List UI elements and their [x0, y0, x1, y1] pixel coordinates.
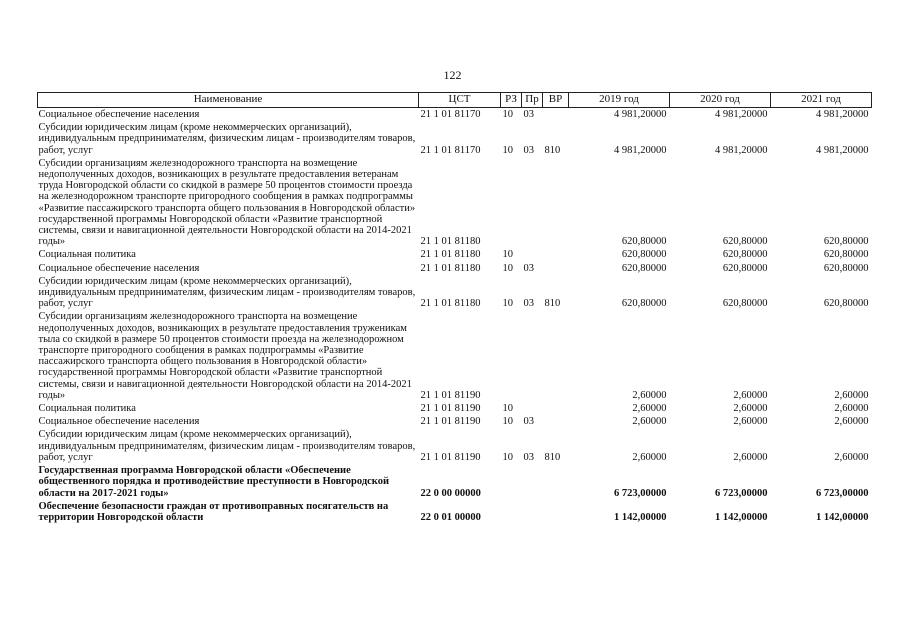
- cell-2020: 2,60000: [733, 389, 768, 401]
- cell-2020: 620,80000: [722, 262, 768, 274]
- cell-vr: 810: [544, 144, 561, 156]
- cell-rz: 10: [502, 144, 513, 156]
- cell-2019: 620,80000: [621, 236, 667, 248]
- cell-2021: 2,60000: [834, 389, 869, 401]
- cell-2020: 4 981,20000: [715, 144, 768, 156]
- column-header-name: Наименование: [38, 93, 419, 108]
- cell-cst: 21 1 01 81180: [420, 262, 481, 274]
- cell-name: Субсидии юридическим лицам (кроме некоммерческих организаций), индивидуальным предпринимателям, физическим лицам - производителям товаров, работ, услуг: [38, 429, 416, 463]
- cell-vr: [543, 108, 569, 122]
- cell-name: Социальная политика: [38, 249, 136, 261]
- cell-rz: 10: [502, 451, 513, 463]
- cell-name: Субсидии юридическим лицам (кроме некоммерческих организаций), индивидуальным предпринимателям, физическим лицам - производителям товаров, работ, услуг: [38, 122, 416, 156]
- cell-rz: 10: [502, 416, 513, 428]
- cell-rz: [501, 157, 522, 249]
- cell-name: Социальное обеспечение населения: [38, 416, 200, 428]
- cell-2019: 2,60000: [632, 451, 667, 463]
- cell-vr: [543, 464, 569, 500]
- cell-rz: 10: [502, 262, 513, 274]
- cell-pr: 03: [523, 144, 534, 156]
- table-row: [38, 248, 872, 261]
- column-header-rz: РЗ: [501, 93, 522, 108]
- table-row: [38, 262, 872, 275]
- cell-rz: 10: [502, 403, 513, 415]
- table-header-row: [38, 93, 872, 108]
- cell-cst: 21 1 01 81190: [420, 416, 481, 428]
- table-row: [38, 108, 872, 122]
- column-header-2020: 2020 год: [670, 93, 771, 108]
- cell-2020: 2,60000: [733, 416, 768, 428]
- cell-rz: 10: [502, 109, 513, 120]
- cell-pr: 03: [523, 451, 534, 463]
- cell-pr: [522, 500, 543, 524]
- cell-2019: 2,60000: [632, 416, 667, 428]
- cell-2019: 4 981,20000: [614, 144, 667, 156]
- cell-2020: 620,80000: [722, 249, 768, 261]
- cell-pr: [522, 402, 543, 415]
- column-header-cst: ЦСТ: [419, 93, 501, 108]
- cell-2021: 4 981,20000: [816, 144, 869, 156]
- cell-2020: 1 142,00000: [715, 511, 768, 523]
- cell-pr: 03: [523, 109, 534, 120]
- cell-2019: 620,80000: [621, 298, 667, 310]
- column-header-2021: 2021 год: [771, 93, 872, 108]
- cell-pr: [522, 310, 543, 402]
- cell-cst: 21 1 01 81180: [420, 236, 481, 248]
- cell-name: Субсидии юридическим лицам (кроме некоммерческих организаций), индивидуальным предпринимателям, физическим лицам - производителям товаров, работ, услуг: [38, 275, 416, 310]
- cell-rz: 10: [502, 249, 513, 261]
- cell-name: Социальное обеспечение населения: [38, 109, 200, 120]
- cell-pr: [522, 248, 543, 261]
- cell-cst: 21 1 01 81190: [420, 389, 481, 401]
- cell-name: Субсидии организациям железнодорожного транспорта на возмещение недополученных доходов, возникающих в результате предоставления труженикам тыла со скидкой в размере 50 процентов стоимости проезда на железнодорожном транспорте пригородного сообщения в рамках подпрограммы «Развитие пассажирского транспорта общего пользования в Новгородской области» государственной программы Новгородской области «Развитие транспортной системы, связи и навигационной деятельности Новгородской области на 2014-2021 годы»: [38, 311, 412, 401]
- cell-2021: 2,60000: [834, 451, 869, 463]
- cell-2021: 6 723,00000: [816, 487, 869, 499]
- table-row: [38, 415, 872, 428]
- cell-vr: [543, 415, 569, 428]
- cell-name: Субсидии организациям железнодорожного транспорта на возмещение недополученных доходов, возникающих в результате предоставления ветеранам труда Новгородской области со скидкой в размере 50 процентов стоимости проезда на железнодорожном транспорте пригородного сообщения в рамках подпрограммы «Развитие пассажирского транспорта общего пользования в Новгородской области» государственной программы Новгородской области «Развитие транспортной системы, связи и навигационной деятельности Новгородской области на 2014-2021 годы»: [38, 157, 416, 248]
- cell-2021: 620,80000: [823, 249, 869, 261]
- cell-2021: 1 142,00000: [816, 511, 869, 523]
- cell-vr: [543, 500, 569, 524]
- cell-name: Социальное обеспечение населения: [38, 262, 200, 274]
- cell-2020: 6 723,00000: [715, 487, 768, 499]
- cell-cst: 21 1 01 81190: [420, 451, 481, 463]
- cell-vr: [543, 157, 569, 249]
- cell-rz: 10: [502, 298, 513, 310]
- table-row: [38, 428, 872, 464]
- cell-rz: [501, 464, 522, 500]
- cell-cst: 21 1 01 81170: [420, 144, 481, 156]
- cell-2020: 620,80000: [722, 236, 768, 248]
- budget-table: [37, 92, 872, 524]
- cell-name: Обеспечение безопасности граждан от противоправных посягательств на территории Новгородской области: [38, 500, 389, 523]
- cell-2020: 620,80000: [722, 298, 768, 310]
- cell-vr: [543, 402, 569, 415]
- cell-cst: 21 1 01 81190: [420, 403, 481, 415]
- cell-rz: [501, 310, 522, 402]
- cell-2021: 2,60000: [834, 416, 869, 428]
- table-row: [38, 275, 872, 311]
- cell-name: Государственная программа Новгородской области «Обеспечение общественного порядка и противодействие преступности в Новгородской области на 2017-2021 годы»: [38, 465, 390, 499]
- table-row: [38, 402, 872, 415]
- cell-pr: [522, 464, 543, 500]
- cell-2020: 4 981,20000: [715, 109, 768, 120]
- table-row: [38, 500, 872, 524]
- cell-2019: 6 723,00000: [614, 487, 667, 499]
- column-header-2019: 2019 год: [569, 93, 670, 108]
- table-row: [38, 121, 872, 157]
- cell-vr: [543, 262, 569, 275]
- cell-vr: [543, 248, 569, 261]
- cell-2021: 620,80000: [823, 298, 869, 310]
- table-row: [38, 310, 872, 402]
- cell-rz: [501, 500, 522, 524]
- cell-2019: 2,60000: [632, 403, 667, 415]
- page-number: 122: [443, 68, 462, 82]
- cell-pr: 03: [523, 416, 534, 428]
- cell-2020: 2,60000: [733, 451, 768, 463]
- cell-cst: 21 1 01 81180: [420, 298, 481, 310]
- cell-2021: 2,60000: [834, 403, 869, 415]
- cell-pr: 03: [523, 298, 534, 310]
- cell-2021: 620,80000: [823, 262, 869, 274]
- cell-2021: 4 981,20000: [816, 109, 869, 120]
- cell-2019: 1 142,00000: [614, 511, 667, 523]
- table-row: [38, 157, 872, 249]
- cell-pr: 03: [523, 262, 534, 274]
- cell-vr: 810: [544, 298, 561, 310]
- cell-2019: 620,80000: [621, 249, 667, 261]
- cell-vr: [543, 310, 569, 402]
- cell-cst: 22 0 00 00000: [420, 487, 481, 499]
- column-header-pr: Пр: [522, 93, 543, 108]
- cell-vr: 810: [544, 451, 561, 463]
- cell-cst: 21 1 01 81170: [420, 109, 481, 120]
- cell-name: Социальная политика: [38, 403, 136, 415]
- cell-2020: 2,60000: [733, 403, 768, 415]
- cell-2019: 2,60000: [632, 389, 667, 401]
- table-row: [38, 464, 872, 500]
- column-header-vr: ВР: [543, 93, 569, 108]
- cell-cst: 21 1 01 81180: [420, 249, 481, 261]
- cell-2019: 620,80000: [621, 262, 667, 274]
- cell-pr: [522, 157, 543, 249]
- cell-2021: 620,80000: [823, 236, 869, 248]
- cell-2019: 4 981,20000: [614, 109, 667, 120]
- cell-cst: 22 0 01 00000: [420, 511, 481, 523]
